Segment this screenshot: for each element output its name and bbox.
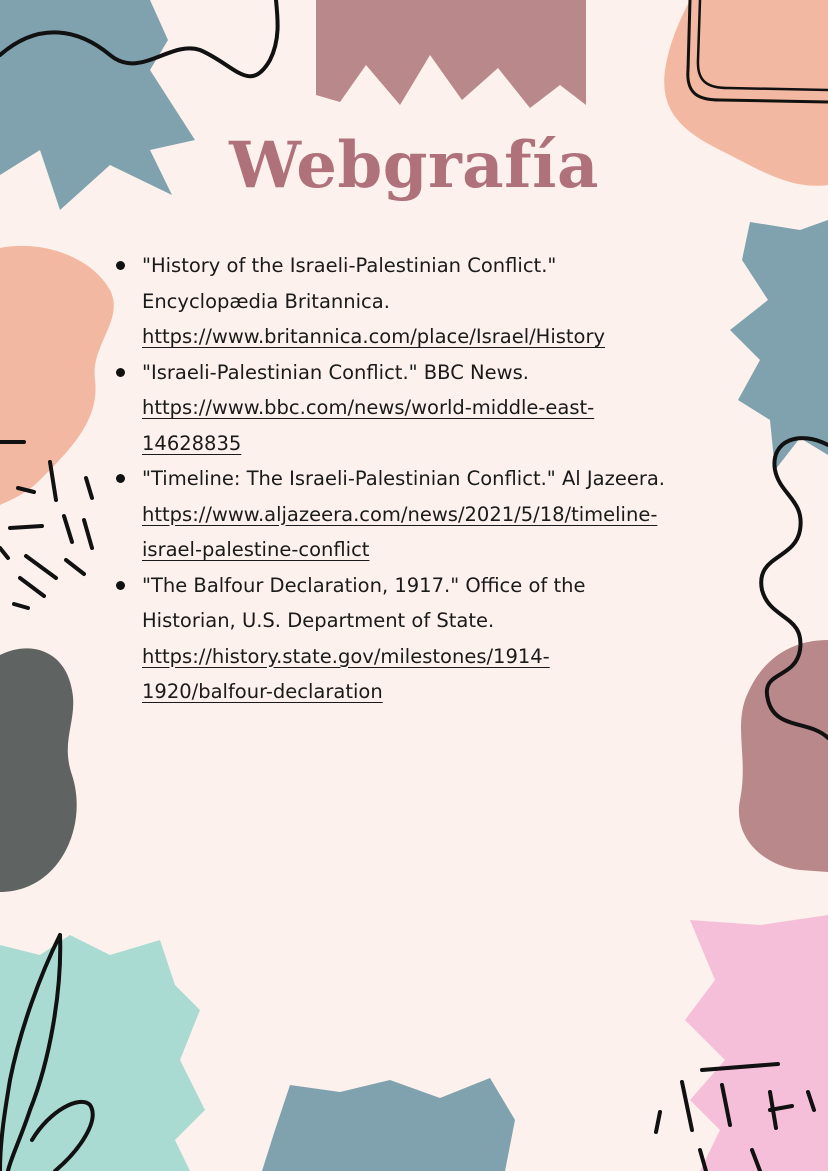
blue-burst-bottom — [262, 1078, 515, 1171]
reference-text-line: "Timeline: The Israeli-Palestinian Conflict." Al Jazeera. — [142, 467, 666, 490]
reference-link[interactable]: https://www.aljazeera.com/news/2021/5/18/timeline- — [142, 502, 658, 526]
peach-blob-left — [0, 246, 114, 505]
reference-link[interactable]: https://www.britannica.com/place/Israel/History — [142, 325, 606, 348]
list-item — [118, 355, 758, 462]
list-item — [118, 568, 758, 710]
bullet-icon — [116, 474, 125, 483]
reference-text-line: Encyclopædia Britannica. — [142, 289, 390, 313]
reference-text-line: "History of the Israeli-Palestinian Conflict." — [142, 254, 557, 277]
reference-link[interactable]: https://history.state.gov/milestones/1914- — [142, 644, 550, 668]
bullet-icon — [116, 368, 125, 377]
reference-link[interactable]: https://www.bbc.com/news/world-middle-east- — [142, 396, 595, 419]
reference-link[interactable]: 1920/balfour-declaration — [142, 680, 383, 703]
bullet-icon — [116, 261, 125, 270]
reference-link[interactable]: israel-palestine-conflict — [142, 538, 370, 561]
rose-zigzag-top — [316, 0, 586, 108]
list-item — [118, 248, 758, 355]
reference-text-line: "The Balfour Declaration, 1917." Office of the — [142, 573, 586, 597]
mint-burst-bottom-left — [0, 935, 205, 1171]
page-title: Webgrafía — [229, 128, 599, 203]
bullet-icon — [116, 581, 125, 590]
reference-link[interactable]: 14628835 — [142, 431, 242, 455]
reference-list — [118, 248, 758, 710]
reference-text-line: Historian, U.S. Department of State. — [142, 609, 495, 632]
list-item — [118, 461, 758, 568]
reference-text-line: "Israeli-Palestinian Conflict." BBC News. — [142, 360, 529, 384]
pink-burst-bottom-right — [685, 915, 828, 1171]
charcoal-blob-left — [0, 648, 77, 892]
